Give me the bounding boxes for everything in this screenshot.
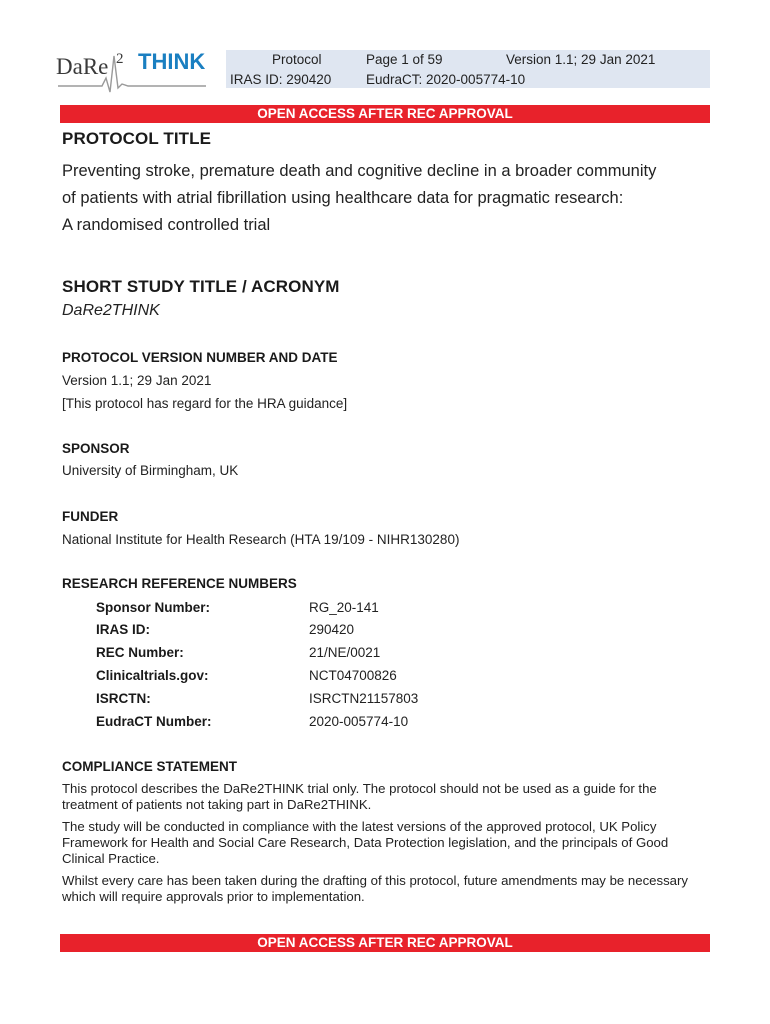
logo-text-sup: 2 — [116, 51, 124, 67]
funder-heading: FUNDER — [62, 509, 119, 524]
short-title-heading: SHORT STUDY TITLE / ACRONYM — [62, 277, 340, 296]
ref-label-clinicaltrials: Clinicaltrials.gov: — [96, 668, 209, 683]
open-access-banner-bottom: OPEN ACCESS AFTER REC APPROVAL — [60, 934, 710, 952]
protocol-title-heading: PROTOCOL TITLE — [62, 129, 212, 148]
compliance-heading: COMPLIANCE STATEMENT — [62, 759, 237, 774]
ref-value-eudract: 2020-005774-10 — [309, 714, 409, 729]
reference-numbers-heading: RESEARCH REFERENCE NUMBERS — [62, 576, 297, 591]
funder-value: National Institute for Health Research (HTA 19/109 - NIHR130280) — [62, 532, 460, 547]
logo-graphic — [56, 44, 216, 96]
header-info-box — [226, 50, 710, 88]
ref-label-isrctn: ISRCTN: — [96, 691, 151, 706]
header-protocol: Protocol — [272, 52, 322, 67]
ref-value-clinicaltrials: NCT04700826 — [309, 668, 397, 683]
header-eudract: EudraCT: 2020-005774-10 — [366, 72, 526, 87]
logo-text-accent: THINK — [138, 49, 206, 74]
ref-value-rec: 21/NE/0021 — [309, 645, 381, 660]
header-iras: IRAS ID: 290420 — [230, 72, 332, 87]
protocol-title-line-1: Preventing stroke, premature death and cognitive decline in a broader community — [62, 162, 657, 180]
ref-value-iras: 290420 — [309, 622, 355, 637]
version-line: Version 1.1; 29 Jan 2021 — [62, 373, 212, 388]
open-access-banner-top: OPEN ACCESS AFTER REC APPROVAL — [60, 105, 710, 123]
sponsor-heading: SPONSOR — [62, 441, 130, 456]
ref-value-isrctn: ISRCTN21157803 — [309, 691, 419, 706]
sponsor-value: University of Birmingham, UK — [62, 463, 239, 478]
compliance-paragraph-3: Whilst every care has been taken during the drafting of this protocol, future amendments may be necessary which will require approvals prior to implementation. — [62, 873, 689, 904]
header-version: Version 1.1; 29 Jan 2021 — [506, 52, 656, 67]
ref-label-rec: REC Number: — [96, 645, 184, 660]
ref-label-eudract: EudraCT Number: — [96, 714, 212, 729]
header-page: Page 1 of 59 — [366, 52, 443, 67]
hra-guidance-line: [This protocol has regard for the HRA guidance] — [62, 396, 348, 411]
ref-value-sponsor: RG_20-141 — [309, 600, 379, 615]
logo-text-main: DaRe — [56, 54, 109, 79]
ref-label-iras: IRAS ID: — [96, 622, 150, 637]
ref-label-sponsor: Sponsor Number: — [96, 600, 211, 615]
compliance-paragraph-2: The study will be conducted in compliance with the latest versions of the approved protocol, UK Policy Framework for Health and Social Care Research, Data Protection legislation, and the principals of Good Clinical Practice. — [62, 819, 669, 866]
compliance-paragraph-1: This protocol describes the DaRe2THINK trial only. The protocol should not be used as a guide for the treatment of patients not taking part in DaRe2THINK. — [62, 781, 657, 812]
version-heading: PROTOCOL VERSION NUMBER AND DATE — [62, 350, 338, 365]
dare2think-logo — [56, 44, 216, 96]
protocol-title-line-2: of patients with atrial fibrillation using healthcare data for pragmatic research: — [62, 189, 624, 207]
protocol-title-line-3: A randomised controlled trial — [62, 216, 271, 234]
short-title-acronym: DaRe2THINK — [62, 302, 160, 319]
